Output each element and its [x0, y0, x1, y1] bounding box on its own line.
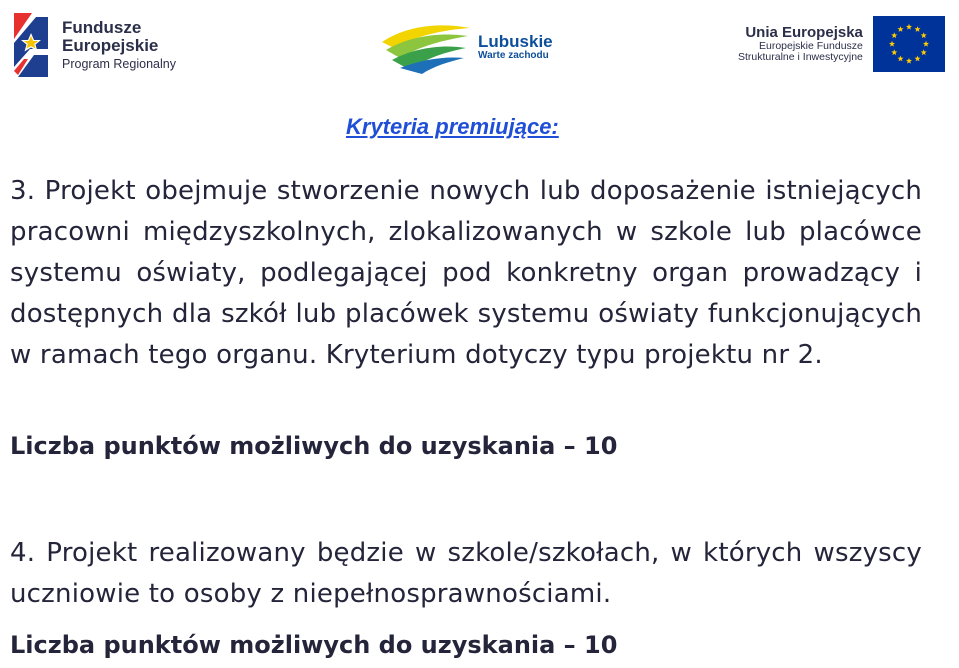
criterion-4-points: Liczba punktów możliwych do uzyskania – 10: [10, 631, 618, 659]
ue-line1: Unia Europejska: [745, 23, 863, 41]
lubuskie-logo: [380, 12, 553, 82]
eu-funds-star-icon: [10, 9, 52, 81]
logo-bar: [0, 0, 959, 95]
fundusze-line2: Europejskie: [62, 35, 159, 55]
criterion-3-points: Liczba punktów możliwych do uzyskania – 10: [10, 432, 618, 460]
unia-europejska-logo: [738, 14, 945, 74]
fundusze-line3: Program Regionalny: [62, 56, 176, 71]
fundusze-europejskie-logo: [10, 8, 176, 82]
lubuskie-wave-icon: [380, 18, 472, 76]
lubuskie-slogan: Warte zachodu: [478, 50, 549, 61]
ue-line2: Europejskie Fundusze: [758, 39, 863, 52]
eu-flag-icon: [873, 16, 945, 72]
fundusze-line1: Fundusze: [62, 18, 142, 38]
criterion-4-text: 4. Projekt realizowany będzie w szkole/szkołach, w których wszyscy uczniowie to osoby z niepełnosprawnościami.: [10, 538, 922, 609]
ue-line3: Strukturalne i Inwestycyjne: [738, 51, 863, 64]
page-heading: Kryteria premiujące:: [346, 114, 559, 139]
lubuskie-name: Lubuskie: [478, 32, 553, 51]
criterion-3-text: 3. Projekt obejmuje stworzenie nowych lub doposażenie istniejących pracowni międzyszkolnych, zlokalizowanych w szkole lub placówce systemu oświaty, podlegającej pod konkretny organ prowadzący i dostępnych dla szkół lub placówek systemu oświaty funkcjonujących w ramach tego organu. Kryterium dotyczy typu projektu nr 2.: [10, 176, 922, 370]
